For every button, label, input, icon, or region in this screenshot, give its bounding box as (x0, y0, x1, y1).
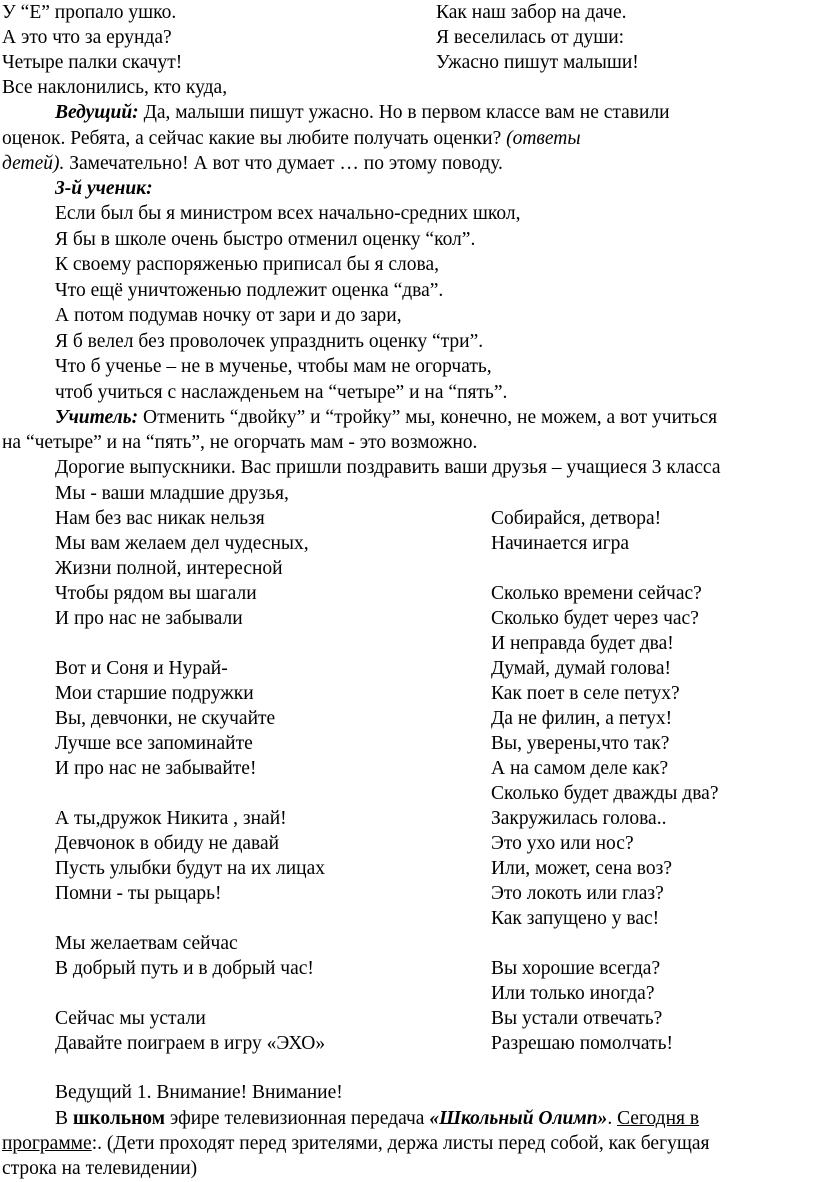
student3-line: Что ещё уничтоженью подлежит оценка “два”. (55, 280, 444, 301)
poem-left-line: Сейчас мы устали (55, 1008, 206, 1029)
announcement-bold-word: школьном (72, 1108, 165, 1129)
poem-left-line: Чтобы рядом вы шагали (55, 583, 257, 604)
poem-left-line: И про нас не забывайте! (55, 758, 257, 779)
poem-right-line: Как запущено у вас! (491, 908, 660, 929)
poem-right-line: Сколько будет дважды два? (491, 783, 719, 804)
announcement-line (2, 1131, 709, 1156)
poem-right-line: Сколько времени сейчас? (491, 583, 702, 604)
announcement-text: :. (Дети проходят перед зрителями, держа листы перед собой, как бегущая (91, 1133, 710, 1154)
student3-line: Я бы в школе очень быстро отменил оценку “кол”. (55, 229, 476, 250)
student3-line: Если был бы я министром всех начально-средних школ, (55, 203, 521, 224)
poem-right-line: Вы хорошие всегда? (491, 958, 661, 979)
poem-left-line: И про нас не забывали (55, 608, 243, 629)
teacher-speaker: Учитель: (55, 407, 139, 428)
poem-right-line: Сколько будет через час? (491, 608, 699, 629)
greeting-line: Дорогие выпускники. Вас пришли поздравить ваши друзья – учащиеся 3 класса (55, 457, 721, 478)
student3-speaker: 3-й ученик: (55, 178, 153, 199)
poem-left-line: Нам без вас никак нельзя (55, 508, 265, 529)
announcement-text: эфире телевизионная передача (164, 1108, 430, 1129)
intro-left-line: Все наклонились, кто куда, (2, 77, 228, 98)
poem-right-line: Собирайся, детвора! (491, 508, 662, 529)
host-paragraph-line (2, 151, 503, 176)
greeting-line: Мы - ваши младшие друзья, (55, 483, 289, 504)
poem-right-line: Вы, уверены,что так? (491, 733, 670, 754)
intro-left-line: У “Е” пропало ушко. (2, 2, 177, 23)
student3-line: чтоб учиться с наслажденьем на “четыре” и на “пять”. (55, 382, 508, 403)
poem-right-line: Это ухо или нос? (491, 833, 634, 854)
announcement-line: Ведущий 1. Внимание! Внимание! (55, 1082, 343, 1103)
student3-line: Я б велел без проволочек упразднить оценку “три”. (55, 331, 484, 352)
poem-right-line: Как поет в селе петух? (491, 683, 680, 704)
intro-right-line: Я веселилась от души: (436, 27, 625, 48)
host-speaker: Ведущий: (55, 102, 139, 123)
student3-line: А потом подумав ночку от зари и до зари, (55, 305, 402, 326)
announcement-text: . (607, 1108, 618, 1129)
teacher-line: на “четыре” и на “пять”, не огорчать мам - это возможно. (2, 432, 478, 453)
poem-left-line: Девчонок в обиду не давай (55, 833, 280, 854)
intro-right-line: Ужасно пишут малыши! (436, 52, 639, 73)
underlined-text: Сегодня в (617, 1108, 700, 1129)
poem-right-line: Это локоть или глаз? (491, 883, 664, 904)
poem-left-line: Мы вам желаем дел чудесных, (55, 533, 309, 554)
underlined-text: программе (2, 1133, 92, 1154)
show-title: «Школьный Олимп» (429, 1108, 608, 1129)
host-note: детей). (2, 153, 65, 174)
poem-right-line: Вы устали отвечать? (491, 1008, 663, 1029)
teacher-text: Отменить “двойку” и “тройку” мы, конечно, не можем, а вот учиться (138, 407, 718, 428)
host-paragraph-line (55, 100, 670, 125)
announcement-text: В (55, 1108, 73, 1129)
announcement-line: строка на телевидении) (2, 1158, 198, 1179)
poem-left-line: Вот и Соня и Нурай- (55, 658, 228, 679)
poem-left-line: Вы, девчонки, не скучайте (55, 708, 276, 729)
intro-left-line: Четыре палки скачут! (2, 52, 183, 73)
host-paragraph-line (2, 126, 581, 151)
poem-left-line: Лучше все запоминайте (55, 733, 253, 754)
teacher-line (55, 405, 717, 430)
poem-right-line: Или только иногда? (491, 983, 655, 1004)
host-note: (ответы (506, 128, 581, 149)
student3-line: К своему распоряженью приписал бы я слова, (55, 254, 440, 275)
poem-right-line: Да не филин, а петух! (491, 708, 673, 729)
poem-left-line: Давайте поиграем в игру «ЭХО» (55, 1033, 326, 1054)
host-text: Замечательно! А вот что думает … по этому поводу. (64, 153, 503, 174)
poem-left-line: Помни - ты рыцарь! (55, 883, 222, 904)
poem-left-line: Мы желаетвам сейчас (55, 933, 238, 954)
poem-right-line: Начинается игра (491, 533, 630, 554)
poem-left-line: А ты,дружок Никита , знай! (55, 808, 287, 829)
intro-left-line: А это что за ерунда? (2, 27, 172, 48)
intro-right-line: Как наш забор на даче. (436, 2, 627, 23)
poem-right-line: И неправда будет два! (491, 633, 674, 654)
host-text: Да, малыши пишут ужасно. Но в первом классе вам не ставили (138, 102, 670, 123)
poem-right-line: Закружилась голова.. (491, 808, 667, 829)
host-text: оценок. Ребята, а сейчас какие вы любите получать оценки? (2, 128, 507, 149)
poem-right-line: А на самом деле как? (491, 758, 669, 779)
poem-right-line: Разрешаю помолчать! (491, 1033, 673, 1054)
announcement-line (55, 1106, 699, 1131)
poem-right-line: Или, может, сена воз? (491, 858, 672, 879)
poem-right-line: Думай, думай голова! (491, 658, 672, 679)
student3-line: Что б ученье – не в мученье, чтобы мам не огорчать, (55, 356, 492, 377)
poem-left-line: Пусть улыбки будут на их лицах (55, 858, 326, 879)
poem-left-line: В добрый путь и в добрый час! (55, 958, 314, 979)
poem-left-line: Жизни полной, интересной (55, 558, 283, 579)
poem-left-line: Мои старшие подружки (55, 683, 254, 704)
